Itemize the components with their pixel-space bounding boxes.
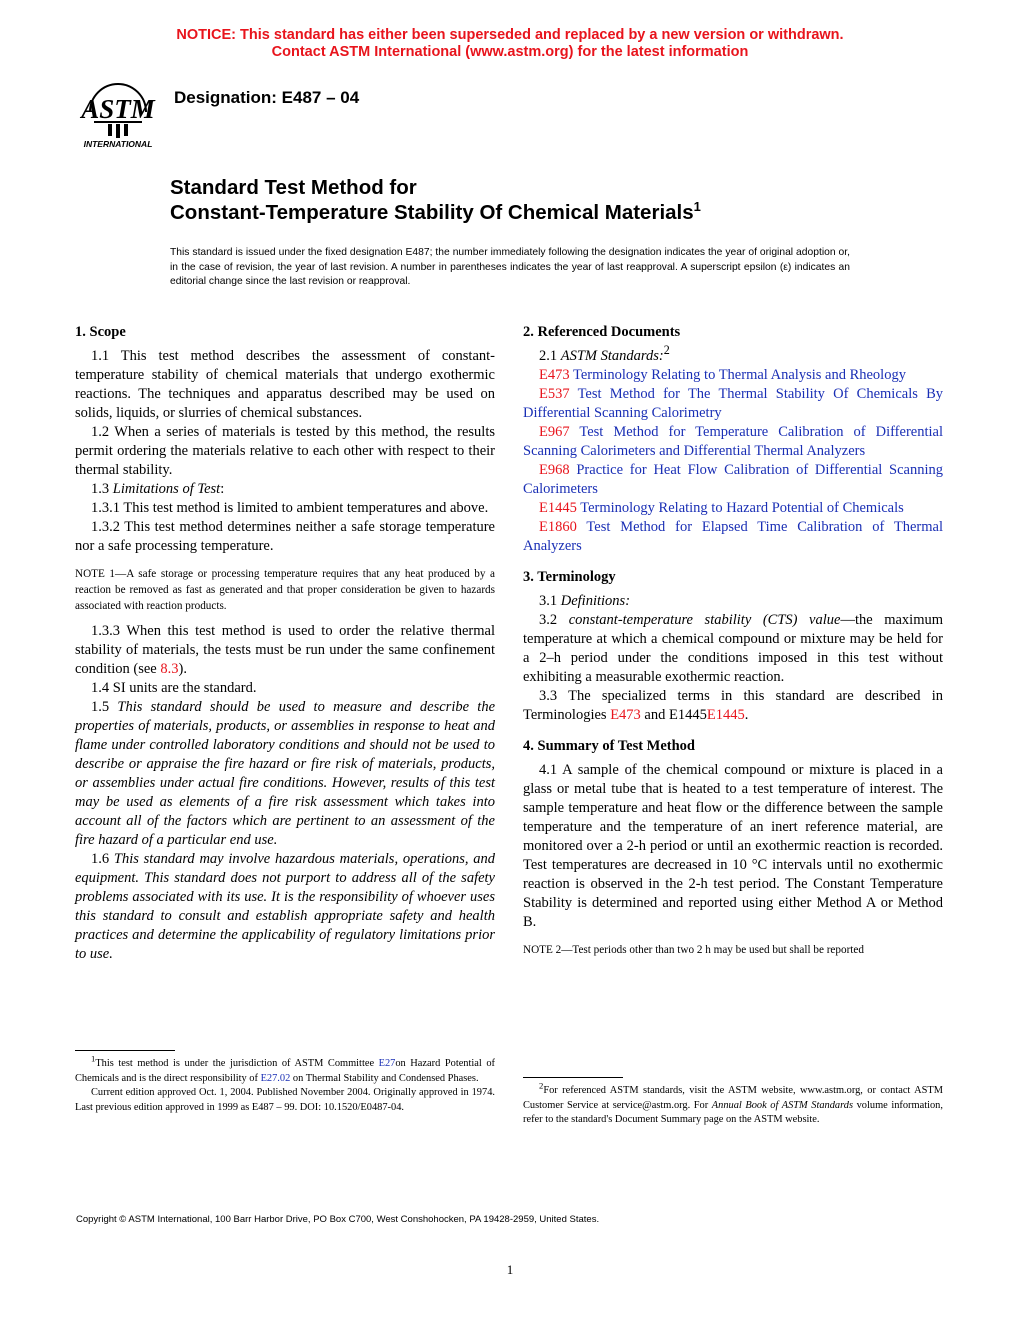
- para-1-3-2: 1.3.2 This test method determines neither a safe storage temperature nor a safe processing temperature.: [75, 519, 495, 554]
- para-1-6: 1.6 This standard may involve hazardous materials, operations, and equipment. This standard does not purport to address all of the safety problems associated with its use. It is the responsibility of whoever uses this standard to consult and establish appropriate safety and health practices and determine the applicability of regulatory limitations prior to use.: [75, 851, 496, 962]
- link-e27-02[interactable]: E27.02: [260, 1072, 291, 1084]
- ref-code-link[interactable]: E1445: [539, 500, 577, 516]
- section-heading-referenced-documents: 2. Referenced Documents: [523, 324, 681, 340]
- note-2: NOTE 2—Test periods other than two 2 h may be used but shall be reported: [523, 944, 864, 956]
- ref-code-link[interactable]: E1860: [539, 519, 577, 535]
- copyright-line: Copyright © ASTM International, 100 Barr Harbor Drive, PO Box C700, West Conshohocken, PA 19428-2959, United States.: [76, 1214, 600, 1225]
- reference-item: [523, 385, 943, 423]
- right-column: [523, 322, 943, 966]
- ref-code-link[interactable]: E968: [539, 462, 570, 478]
- designation: Designation: E487 – 04: [174, 88, 360, 107]
- notice-line-1: NOTICE: This standard has either been superseded and replaced by a new version or withdrawn.: [176, 27, 844, 43]
- para-1-2: 1.2 When a series of materials is tested by this method, the results permit ordering the materials relative to each other with respect to their thermal stability.: [75, 424, 495, 478]
- title-line-1: Standard Test Method for: [170, 176, 417, 199]
- footnote-1: $^1$This test method is under the jurisdiction of ASTM Committee E27on Hazard Potential of Chemicals and is the direct responsibility of E27.02 on Thermal Stability and Condensed Phases. Current edition approved Oct. 1, 2004. Published November 2004. Originally approved in 1974. Last previous edition approved in 1999 as E487 – 99. DOI: 10.1520/E0487-04.: [75, 1050, 495, 1115]
- section-heading-scope: 1. Scope: [75, 324, 126, 340]
- reference-item: [523, 499, 943, 518]
- footnote-rule: [75, 1050, 175, 1051]
- logo-text: ASTM: [81, 94, 155, 124]
- para-1-3-1: 1.3.1 This test method is limited to ambient temperatures and above.: [91, 500, 489, 516]
- para-1-3: 1.3 Limitations of Test:: [91, 481, 225, 497]
- reference-item: [523, 366, 943, 385]
- ref-title-link[interactable]: Test Method for Elapsed Time Calibration of Thermal Analyzers: [523, 519, 943, 554]
- section-heading-summary: 4. Summary of Test Method: [523, 738, 695, 754]
- para-3-1: 3.1 Definitions:: [539, 593, 631, 609]
- ref-title-link[interactable]: Test Method for Temperature Calibration of Differential Scanning Calorimeters and Differential Thermal Analyzers: [523, 424, 943, 459]
- link-section-8-3[interactable]: 8.3: [160, 661, 179, 677]
- ref-code-link[interactable]: E967: [539, 424, 570, 440]
- title-line-2: Constant-Temperature Stability Of Chemical Materials$^1$: [170, 199, 701, 224]
- ref-code-link[interactable]: E537: [539, 386, 570, 402]
- link-e27[interactable]: E27: [378, 1058, 396, 1069]
- document-title: [170, 175, 701, 225]
- para-3-2: 3.2 constant-temperature stability (CTS) value—the maximum temperature at which a chemical compound or mixture may be held for a 2–h period under the conditions imposed in this test without exhibiting a measurable exothermic reaction.: [523, 612, 944, 685]
- ref-code-link[interactable]: E473: [539, 367, 570, 383]
- ref-title-link[interactable]: Terminology Relating to Thermal Analysis and Rheology: [572, 367, 906, 383]
- notice-banner: [0, 27, 1020, 61]
- ref-title-link[interactable]: Terminology Relating to Hazard Potential of Chemicals: [580, 500, 904, 516]
- section-heading-terminology: 3. Terminology: [523, 569, 616, 585]
- reference-list: [523, 366, 943, 556]
- para-1-3-3: 1.3.3 When this test method is used to order the relative thermal stability of materials, the tests must be run under the same confinement condition (see 8.3).: [75, 623, 495, 677]
- left-column: [75, 322, 495, 964]
- para-1-4: 1.4 SI units are the standard.: [91, 680, 257, 696]
- footnote-rule: [523, 1077, 623, 1078]
- para-1-5: 1.5 This standard should be used to measure and describe the properties of materials, products, or assemblies in response to heat and flame under controlled laboratory conditions and should not be used to describe or appraise the fire hazard or fire risk of materials, products, or assemblies under actual fire conditions. However, results of this test may be used as elements of a fire risk assessment which takes into account all of the factors which are pertinent to an assessment of the fire hazard of a particular end use.: [75, 699, 495, 848]
- note-1: NOTE 1—A safe storage or processing temperature requires that any heat produced by a reaction be removed as fast as generated and that proper consideration be given to hazards associated with reaction products.: [75, 568, 495, 612]
- footnote-2: $^2$For referenced ASTM standards, visit the ASTM website, www.astm.org, or contact ASTM Customer Service at service@astm.org. For Annual Book of ASTM Standards volume information, refer to the standard's Document Summary page on the ASTM website.: [523, 1077, 943, 1128]
- notice-line-2: Contact ASTM International (www.astm.org) for the latest information: [271, 44, 749, 60]
- footnote-1-edition: Current edition approved Oct. 1, 2004. Published November 2004. Originally approved in 1974. Last previous edition approved in 1999 as E487 – 99. DOI: 10.1520/E0487-04.: [75, 1087, 495, 1113]
- link-e473[interactable]: E473: [610, 707, 641, 723]
- para-3-3: 3.3 The specialized terms in this standard are described in Terminologies E473 and E1445E1445.: [523, 688, 943, 723]
- astm-logo: [76, 72, 160, 150]
- para-4-1: 4.1 A sample of the chemical compound or mixture is placed in a glass or metal tube that is heated to a test temperature of interest. The sample temperature and heat flow or the difference between the sample temperature and the temperature of an inert reference material, are monitored over a 2-h period or until an exothermic reaction is recorded. Test temperatures are decreased in 10 °C intervals until no exothermic reaction is observed in the 2-h test period. The Constant Temperature Stability is determined and reported using either Method A or Method B.: [523, 762, 943, 930]
- page-number: 1: [506, 1262, 514, 1277]
- reference-item: [523, 461, 943, 499]
- ref-title-link[interactable]: Practice for Heat Flow Calibration of Differential Scanning Calorimeters: [523, 462, 944, 497]
- title-footnote-mark: 1: [693, 199, 701, 215]
- ref-title-link[interactable]: Test Method for The Thermal Stability Of Chemicals By Differential Scanning Calorimetry: [523, 386, 943, 421]
- para-2-1: 2.1 ASTM Standards:$^2$: [539, 343, 670, 364]
- para-1-1: 1.1 This test method describes the assessment of constant-temperature stability of chemical materials that undergo exothermic reactions. The techniques and apparatus described may be used on solids, liquids, or slurries of chemical substances.: [75, 348, 495, 421]
- logo-subtext: INTERNATIONAL: [83, 139, 153, 149]
- reference-item: [523, 518, 943, 556]
- intro-paragraph: This standard is issued under the fixed designation E487; the number immediately following the designation indicates the year of original adoption or, in the case of revision, the year of last revision. A number in parentheses indicates the year of last reapproval. A superscript epsilon (ε) indicates an editorial change since the last revision or reapproval.: [170, 247, 850, 287]
- reference-item: [523, 423, 943, 461]
- link-e1445[interactable]: E1445: [706, 707, 745, 723]
